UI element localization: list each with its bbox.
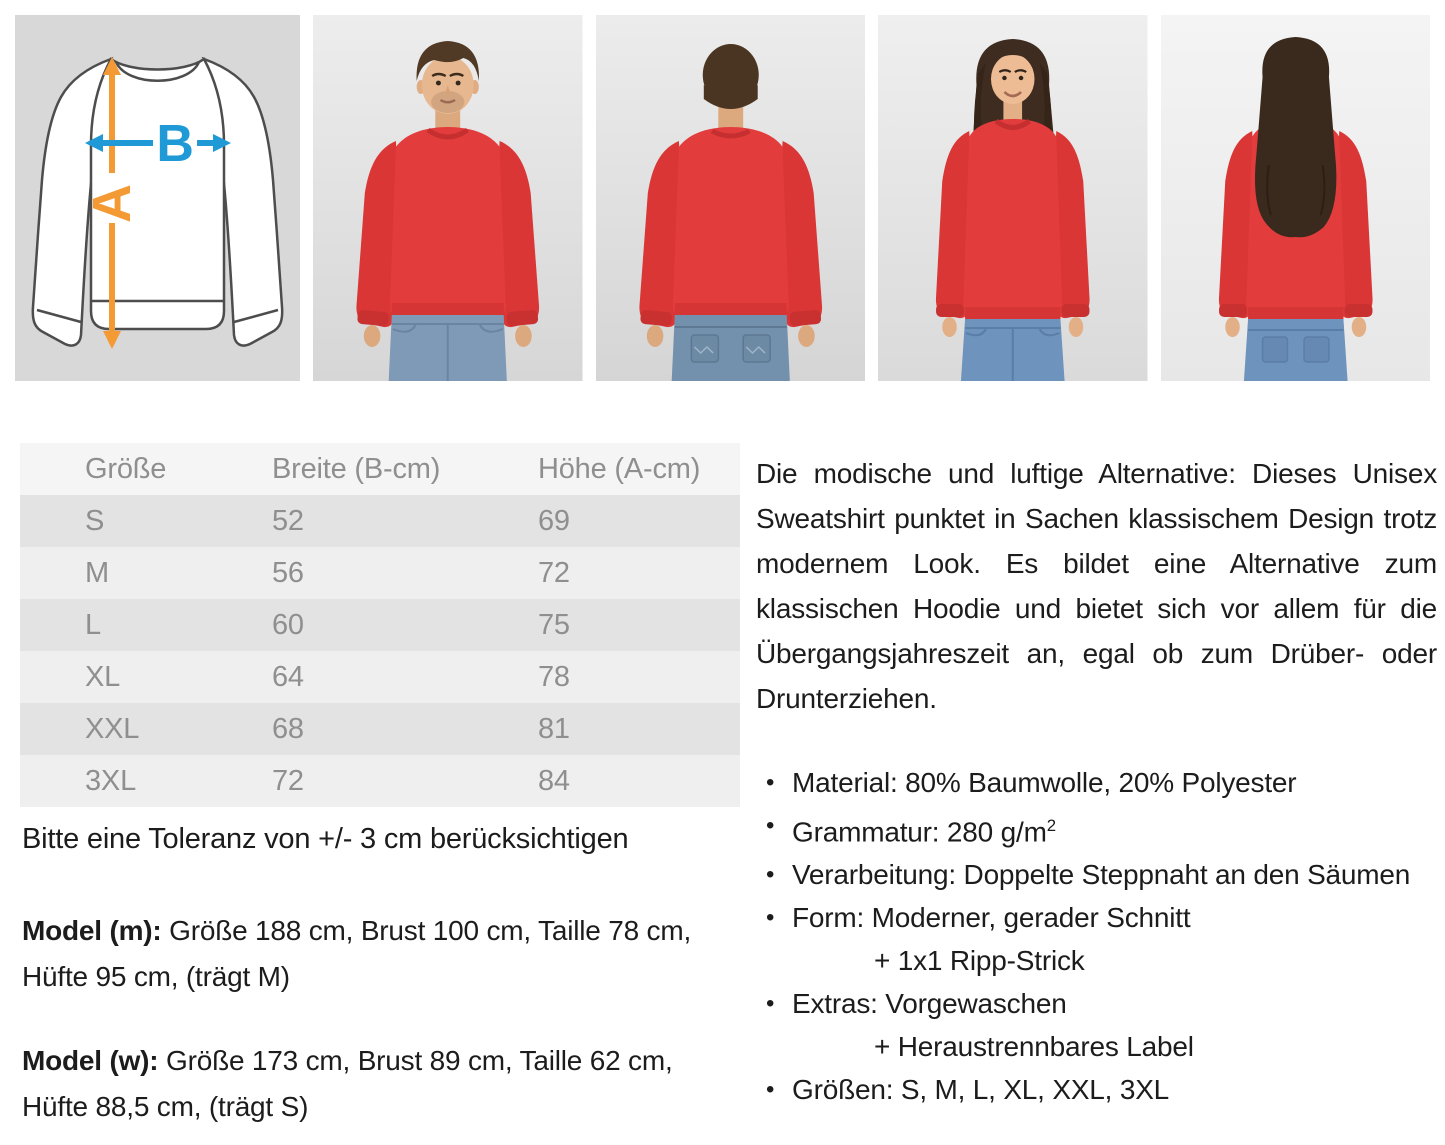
description-column	[756, 443, 1437, 1130]
feature-sizes: • Größen: S, M, L, XL, XXL, 3XL	[756, 1068, 1437, 1111]
man-front-illustration	[313, 15, 583, 381]
jeans	[671, 315, 789, 381]
table-row: 3XL 72 84	[20, 755, 740, 807]
feature-grammatur: • Grammatur: 280 $g/m^2$	[756, 804, 1437, 853]
grammatur-superscript: 2	[1046, 816, 1056, 835]
jeans	[961, 319, 1065, 381]
sweatshirt-outline	[33, 59, 282, 346]
photo-man-front[interactable]	[313, 15, 583, 381]
model-m-label: Model (m):	[22, 915, 162, 946]
model-w-text: Größe 173 cm, Brust 89 cm, Taille 62 cm, Hüfte 88,5 cm, (trägt S)	[22, 1045, 673, 1122]
sweatshirt	[356, 127, 539, 327]
table-row: M 56 72	[20, 547, 740, 599]
feature-form: • Form: Moderner, gerader Schnitt + 1x1 Ripp-Strick	[756, 896, 1437, 982]
table-row: S 52 69	[20, 495, 740, 547]
feature-material: • Material: 80% Baumwolle, 20% Polyester	[756, 761, 1437, 804]
feature-extras: • Extras: Vorgewaschen + Heraustrennbares Label	[756, 982, 1437, 1068]
model-w-info	[22, 1038, 722, 1130]
table-row: L 60 75	[20, 599, 740, 651]
product-image-strip	[0, 0, 1445, 381]
tolerance-note: Bitte eine Toleranz von +/- 3 cm berücksichtigen	[22, 823, 629, 855]
feature-continuation: + Heraustrennbares Label	[874, 1031, 1194, 1063]
woman-front-illustration	[878, 15, 1148, 381]
size-table	[20, 443, 740, 807]
man-back-illustration	[596, 15, 866, 381]
jeans	[1243, 319, 1347, 381]
model-m-text: Größe 188 cm, Brust 100 cm, Taille 78 cm, Hüfte 95 cm, (trägt M)	[22, 915, 692, 992]
col-header-size: Größe	[85, 452, 167, 485]
size-info-column	[20, 443, 740, 1130]
woman-back-illustration	[1161, 15, 1431, 381]
table-row: XL 64 78	[20, 651, 740, 703]
feature-list	[756, 761, 1437, 1111]
sweatshirt	[936, 119, 1090, 319]
photo-woman-back[interactable]	[1161, 15, 1431, 381]
model-m-info	[22, 908, 722, 1000]
model-w-label: Model (w):	[22, 1045, 159, 1076]
details-section	[0, 443, 1445, 1130]
col-header-width: Breite (B-cm)	[272, 452, 441, 485]
size-diagram-image[interactable]	[15, 15, 300, 381]
size-table-header-row	[20, 443, 740, 495]
label-a: A	[82, 184, 142, 223]
table-row: XXL 68 81	[20, 703, 740, 755]
feature-verarbeitung: • Verarbeitung: Doppelte Steppnaht an den Säumen	[756, 853, 1437, 896]
photo-man-back[interactable]	[596, 15, 866, 381]
sweatshirt	[639, 127, 822, 327]
hair	[1254, 37, 1335, 237]
size-diagram	[15, 15, 300, 381]
col-header-height: Höhe (A-cm)	[538, 452, 701, 485]
product-description: Die modische und luftige Alternative: Dieses Unisex Sweatshirt punktet in Sachen klassischem Design trotz modernem Look. Es bildet eine Alternative zum klassischen Hoodie und bietet sich vor allem für die Übergangsjahreszeit an, egal ob zum Drüber- oder Drunterziehen.	[756, 458, 1437, 714]
photo-woman-front[interactable]	[878, 15, 1148, 381]
label-b: B	[156, 115, 194, 173]
feature-continuation: + 1x1 Ripp-Strick	[874, 945, 1085, 977]
jeans	[389, 315, 507, 381]
